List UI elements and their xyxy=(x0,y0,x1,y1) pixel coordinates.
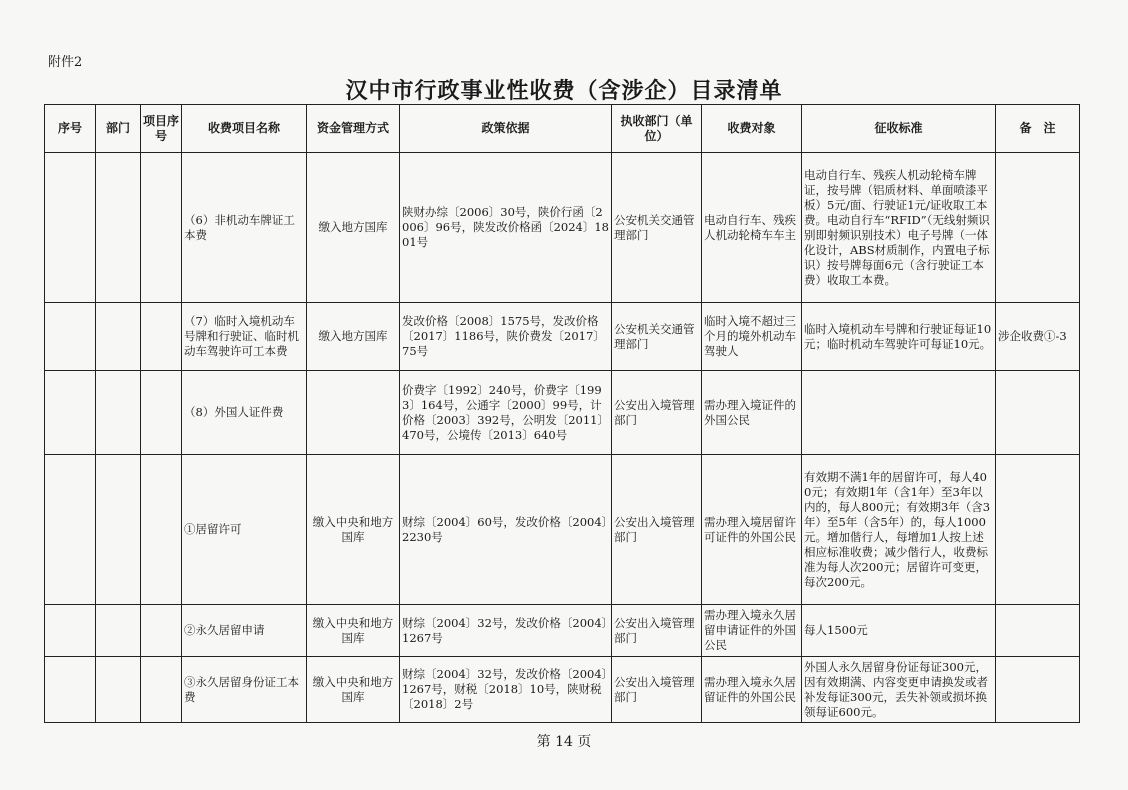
header-standard: 征收标准 xyxy=(802,105,996,153)
cell-remark xyxy=(996,371,1080,455)
cell-basis: 价费字〔1992〕240号，价费字〔1993〕164号，公通字〔2000〕99号，计价格〔2003〕392号，公明发〔2011〕470号，公境传〔2013〕640号 xyxy=(400,371,612,455)
cell-fund xyxy=(307,371,400,455)
cell-basis: 财综〔2004〕32号，发改价格〔2004〕1267号 xyxy=(400,605,612,657)
cell-item-no xyxy=(141,605,182,657)
cell-collector: 公安出入境管理部门 xyxy=(612,605,702,657)
cell-target: 需办理入境证件的外国公民 xyxy=(702,371,802,455)
cell-name: ②永久居留申请 xyxy=(182,605,307,657)
cell-collector: 公安出入境管理部门 xyxy=(612,455,702,605)
header-name: 收费项目名称 xyxy=(182,105,307,153)
cell-remark: 涉企收费①-3 xyxy=(996,303,1080,371)
cell-item-no xyxy=(141,303,182,371)
fee-table xyxy=(44,104,1080,723)
cell-collector: 公安出入境管理部门 xyxy=(612,657,702,723)
table-row xyxy=(45,371,1080,455)
cell-seq xyxy=(45,605,96,657)
cell-standard: 外国人永久居留身份证每证300元，因有效期满、内容变更申请换发或者补发每证300元，丢失补领或损坏换领每证600元。 xyxy=(802,657,996,723)
cell-target: 临时入境不超过三个月的境外机动车驾驶人 xyxy=(702,303,802,371)
table-row xyxy=(45,153,1080,303)
cell-standard: 每人1500元 xyxy=(802,605,996,657)
cell-name: （8）外国人证件费 xyxy=(182,371,307,455)
header-collector: 执收部门（单位） xyxy=(612,105,702,153)
cell-basis: 发改价格〔2008〕1575号，发改价格〔2017〕1186号，陕价费发〔2017〕75号 xyxy=(400,303,612,371)
attachment-label: 附件2 xyxy=(48,55,83,70)
table-row xyxy=(45,657,1080,723)
cell-name: （7）临时入境机动车号牌和行驶证、临时机动车驾驶许可工本费 xyxy=(182,303,307,371)
cell-fund: 缴入地方国库 xyxy=(307,303,400,371)
header-target: 收费对象 xyxy=(702,105,802,153)
cell-seq xyxy=(45,657,96,723)
cell-item-no xyxy=(141,455,182,605)
cell-standard: 临时入境机动车号牌和行驶证每证10元；临时机动车驾驶许可每证10元。 xyxy=(802,303,996,371)
cell-target: 电动自行车、残疾人机动轮椅车车主 xyxy=(702,153,802,303)
cell-dept xyxy=(96,605,141,657)
header-dept: 部门 xyxy=(96,105,141,153)
cell-basis: 财综〔2004〕60号，发改价格〔2004〕2230号 xyxy=(400,455,612,605)
page-number: 第 14 页 xyxy=(536,734,592,750)
cell-item-no xyxy=(141,153,182,303)
cell-name: ①居留许可 xyxy=(182,455,307,605)
table-row xyxy=(45,303,1080,371)
cell-item-no xyxy=(141,657,182,723)
cell-remark xyxy=(996,605,1080,657)
cell-fund: 缴入中央和地方国库 xyxy=(307,455,400,605)
cell-standard xyxy=(802,371,996,455)
cell-standard: 有效期不满1年的居留许可，每人400元；有效期1年（含1年）至3年以内的，每人800元；有效期3年（含3年）至5年（含5年）的，每人1000元。增加偕行人，每增加1人按上述相应标准收费；减少偕行人，收费标准为每人次200元；居留许可变更，每次200元。 xyxy=(802,455,996,605)
table-row xyxy=(45,605,1080,657)
header-remark: 备 注 xyxy=(996,105,1080,153)
page-title: 汉中市行政事业性收费（含涉企）目录清单 xyxy=(345,78,783,104)
table-row xyxy=(45,455,1080,605)
cell-dept xyxy=(96,371,141,455)
header-seq: 序号 xyxy=(45,105,96,153)
cell-seq xyxy=(45,153,96,303)
cell-target: 需办理入境永久居留申请证件的外国公民 xyxy=(702,605,802,657)
cell-target: 需办理入境居留许可证件的外国公民 xyxy=(702,455,802,605)
cell-collector: 公安机关交通管理部门 xyxy=(612,153,702,303)
cell-name: ③永久居留身份证工本费 xyxy=(182,657,307,723)
cell-seq xyxy=(45,371,96,455)
cell-item-no xyxy=(141,371,182,455)
header-basis: 政策依据 xyxy=(400,105,612,153)
cell-fund: 缴入地方国库 xyxy=(307,153,400,303)
cell-collector: 公安出入境管理部门 xyxy=(612,371,702,455)
cell-dept xyxy=(96,153,141,303)
cell-remark xyxy=(996,153,1080,303)
cell-seq xyxy=(45,455,96,605)
cell-dept xyxy=(96,303,141,371)
cell-target: 需办理入境永久居留证件的外国公民 xyxy=(702,657,802,723)
cell-standard: 电动自行车、残疾人机动轮椅车牌证，按号牌（铝质材料、单面喷漆平板）5元/面、行驶证1元/证收取工本费。电动自行车“RFID”（无线射频识别即射频识别技术）电子号牌（一体化设计，ABS材质制作，内置电子标识）按号牌每面6元（含行驶证工本费）收取工本费。 xyxy=(802,153,996,303)
cell-fund: 缴入中央和地方国库 xyxy=(307,605,400,657)
cell-basis: 财综〔2004〕32号，发改价格〔2004〕1267号，财税〔2018〕10号，陕财税〔2018〕2号 xyxy=(400,657,612,723)
cell-basis: 陕财办综〔2006〕30号，陕价行函〔2006〕96号，陕发改价格函〔2024〕1801号 xyxy=(400,153,612,303)
header-row xyxy=(45,105,1080,153)
cell-name: （6）非机动车牌证工本费 xyxy=(182,153,307,303)
cell-remark xyxy=(996,657,1080,723)
cell-seq xyxy=(45,303,96,371)
header-fund: 资金管理方式 xyxy=(307,105,400,153)
cell-dept xyxy=(96,455,141,605)
cell-remark xyxy=(996,455,1080,605)
cell-dept xyxy=(96,657,141,723)
cell-collector: 公安机关交通管理部门 xyxy=(612,303,702,371)
header-item-no: 项目序号 xyxy=(141,105,182,153)
cell-fund: 缴入中央和地方国库 xyxy=(307,657,400,723)
